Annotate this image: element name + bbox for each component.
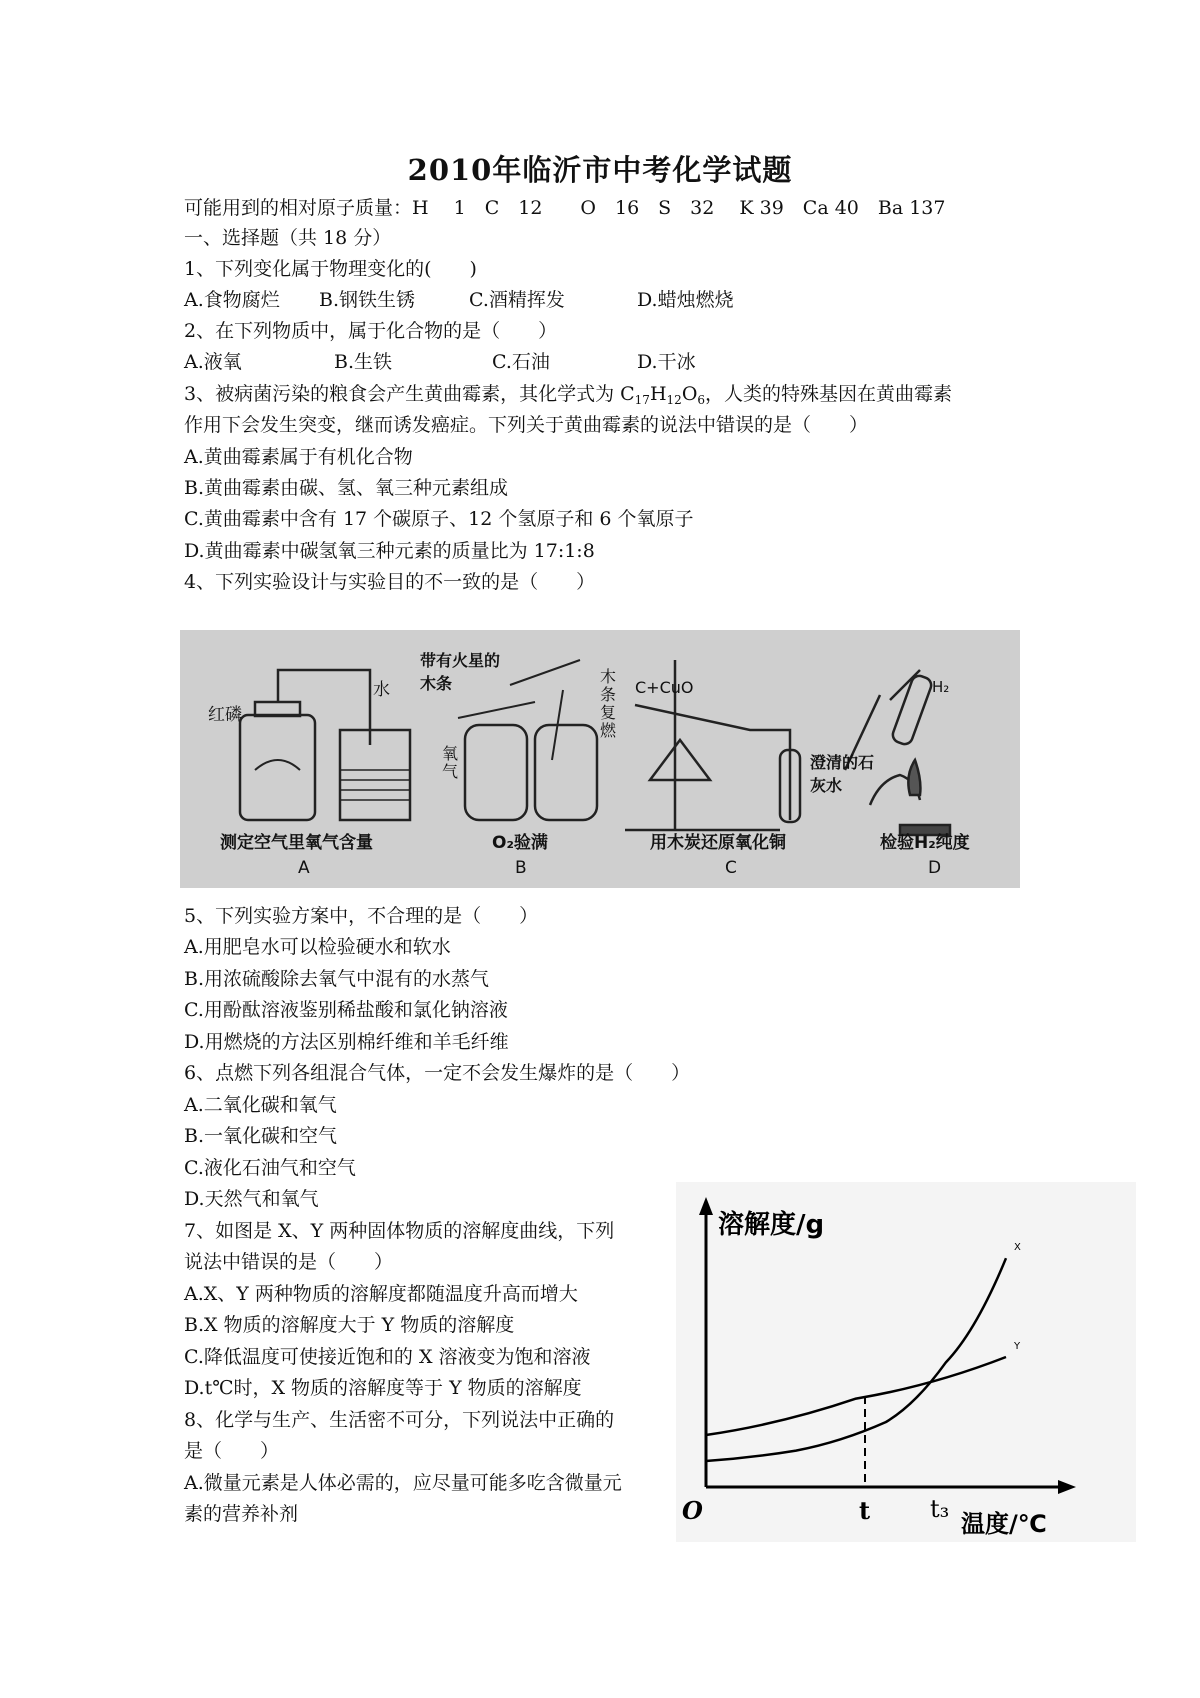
solubility-chart — [676, 1182, 1136, 1542]
q4-figure — [180, 630, 1020, 888]
q8-stem-line2: 是（ ） — [184, 1440, 280, 1462]
q3-option-d: D.黄曲霉素中碳氢氧三种元素的质量比为 17:1:8 — [184, 540, 595, 562]
q3-stem-text: ，人类的特殊基因在黄曲霉素 — [705, 383, 953, 405]
q5-stem: 5、下列实验方案中，不合理的是（ ） — [184, 905, 539, 927]
q2-option-c: C.石油 — [492, 351, 550, 373]
caption-b: O₂验满 — [492, 833, 548, 853]
label-h2: H₂ — [932, 678, 950, 696]
label-c-cuo: C+CuO — [635, 678, 694, 697]
label-a: A — [298, 858, 310, 878]
caption-c: 用木炭还原氧化铜 — [650, 833, 786, 853]
q1-option-b: B.钢铁生锈 — [319, 289, 416, 311]
q7-option-b: B.X 物质的溶解度大于 Y 物质的溶解度 — [184, 1314, 515, 1336]
q2-stem: 2、在下列物质中，属于化合物的是（ ） — [184, 320, 558, 342]
q8-option-a-line2: 素的营养补剂 — [184, 1503, 299, 1525]
formula-subscript: 17 — [634, 393, 650, 407]
q3-option-c: C.黄曲霉素中含有 17 个碳原子、12 个氢原子和 6 个氧原子 — [184, 508, 694, 530]
q5-option-b: B.用浓硫酸除去氧气中混有的水蒸气 — [184, 968, 490, 990]
label-water: 水 — [373, 680, 390, 700]
q6-option-a: A.二氧化碳和氧气 — [184, 1094, 337, 1116]
series-line-x — [706, 1258, 1006, 1461]
q6-option-c: C.液化石油气和空气 — [184, 1157, 356, 1179]
q1-option-a: A.食物腐烂 — [184, 289, 280, 311]
q3-stem-line2: 作用下会发生突变，继而诱发癌症。下列关于黄曲霉素的说法中错误的是（ ） — [184, 414, 869, 436]
q2-option-b: B.生铁 — [334, 351, 393, 373]
x-tick-label-t: t — [859, 1496, 871, 1525]
q5-option-a: A.用肥皂水可以检验硬水和软水 — [184, 936, 451, 958]
q7-stem-line1: 7、如图是 X、Y 两种固体物质的溶解度曲线，下列 — [184, 1220, 615, 1242]
label-b: B — [515, 858, 527, 878]
atomic-masses: 可能用到的相对原子质量：H 1 C 12 O 16 S 32 K 39 Ca 40 Ba 137 — [184, 197, 946, 219]
q1-option-d: D.蜡烛燃烧 — [637, 289, 734, 311]
label-red-phosphorus: 红磷 — [208, 705, 242, 725]
label-c: C — [725, 858, 737, 878]
y-axis-arrow — [699, 1197, 713, 1215]
q2-option-d: D.干冰 — [637, 351, 696, 373]
series-label-x: X — [1014, 1242, 1021, 1254]
q1-option-c: C.酒精挥发 — [469, 289, 565, 311]
q3-option-b: B.黄曲霉素由碳、氢、氧三种元素组成 — [184, 477, 509, 499]
q7-option-c: C.降低温度可使接近饱和的 X 溶液变为饱和溶液 — [184, 1346, 591, 1368]
label-splint-relights: 木条复燃 — [600, 667, 617, 740]
q6-option-b: B.一氧化碳和空气 — [184, 1125, 338, 1147]
q7-option-d: D.t℃时，X 物质的溶解度等于 Y 物质的溶解度 — [184, 1377, 582, 1399]
q3-option-a: A.黄曲霉素属于有机化合物 — [184, 446, 413, 468]
q1-stem: 1、下列变化属于物理变化的( ) — [184, 258, 477, 280]
formula-element: H — [649, 383, 667, 405]
caption-a: 测定空气里氧气含量 — [220, 833, 373, 853]
q5-option-d: D.用燃烧的方法区别棉纤维和羊毛纤维 — [184, 1031, 509, 1053]
caption-d: 检验H₂纯度 — [880, 833, 970, 853]
formula-element: O — [681, 383, 698, 405]
q7-option-a: A.X、Y 两种物质的溶解度都随温度升高而增大 — [184, 1283, 578, 1305]
label-limewater: 澄清的石灰水 — [810, 753, 875, 795]
x-axis-label: 温度/℃ — [961, 1510, 1047, 1538]
q8-stem-line1: 8、化学与生产、生活密不可分，下列说法中正确的 — [184, 1409, 615, 1431]
q2-options — [184, 347, 696, 378]
q4-stem: 4、下列实验设计与实验目的不一致的是（ ） — [184, 571, 596, 593]
q6-stem: 6、点燃下列各组混合气体，一定不会发生爆炸的是（ ） — [184, 1062, 691, 1084]
label-d: D — [928, 858, 942, 878]
label-oxygen: 氧气 — [442, 744, 459, 781]
series-label-y: Y — [1014, 1341, 1021, 1352]
y-axis-label: 溶解度/g — [718, 1210, 825, 1240]
q6-option-d: D.天然气和氧气 — [184, 1188, 319, 1210]
x-axis-arrow — [1058, 1480, 1076, 1494]
formula-subscript: 6 — [697, 393, 706, 407]
q5-option-c: C.用酚酞溶液鉴别稀盐酸和氯化钠溶液 — [184, 999, 508, 1021]
page-title: 2010年临沂市中考化学试题 — [407, 153, 793, 187]
section-heading: 一、选择题（共 18 分） — [184, 227, 392, 249]
origin-label: O — [682, 1496, 703, 1525]
series-line-y — [706, 1357, 1006, 1435]
q7-stem-line2: 说法中错误的是（ ） — [184, 1251, 394, 1273]
x-tick-label-t3: t₃ — [930, 1495, 950, 1523]
formula-subscript: 12 — [666, 393, 682, 407]
q2-option-a: A.液氧 — [184, 351, 242, 373]
q8-option-a-line1: A.微量元素是人体必需的，应尽量可能多吃含微量元 — [184, 1472, 622, 1494]
q1-options — [184, 285, 734, 316]
q3-stem-text: 3、被病菌污染的粮食会产生黄曲霉素，其化学式为 C — [184, 383, 635, 405]
label-glowing-splint: 带有火星的木条 — [420, 651, 501, 693]
